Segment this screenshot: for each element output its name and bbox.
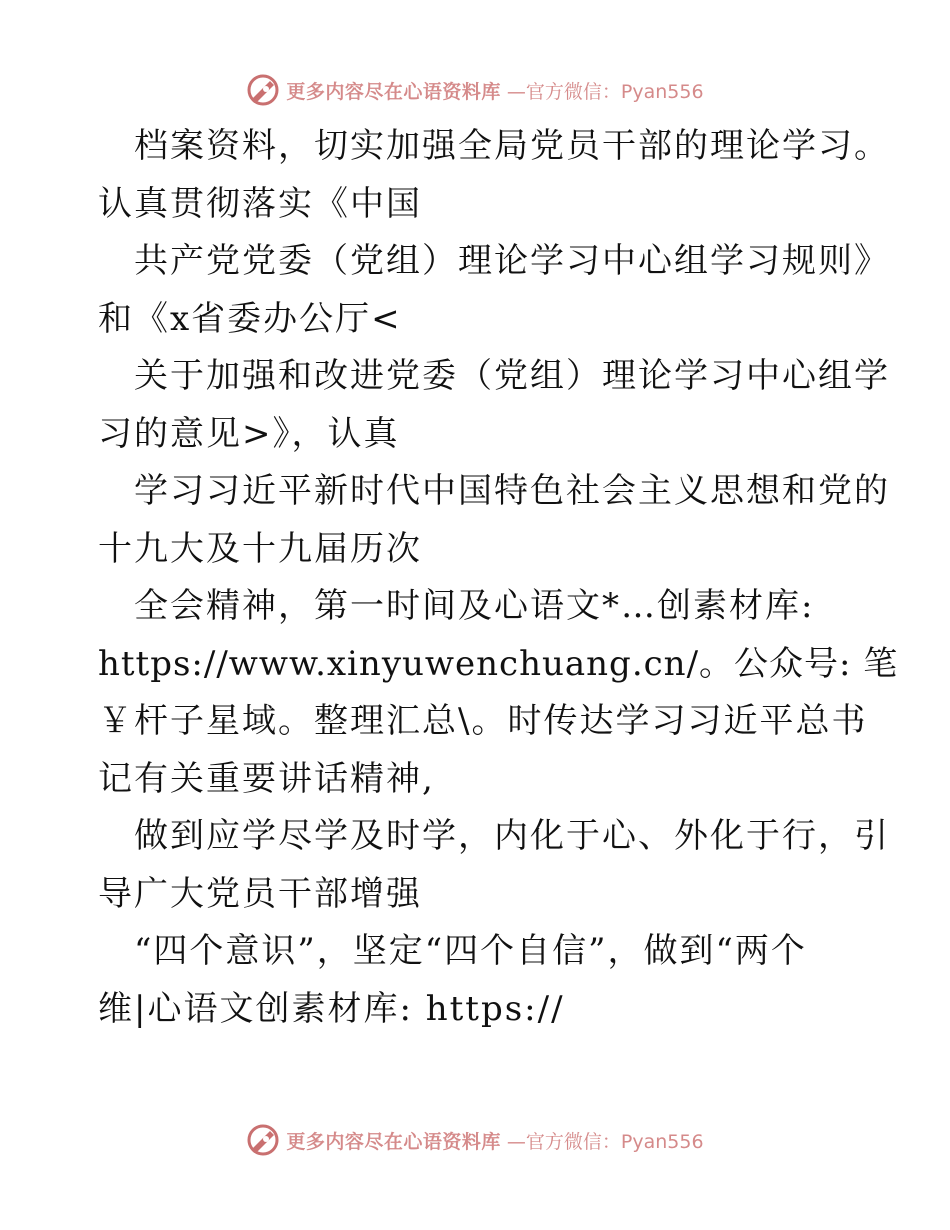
- footer-watermark: [0, 1120, 950, 1160]
- pen-logo-icon: [246, 73, 280, 107]
- pen-logo-icon: [246, 1123, 280, 1157]
- watermark-official: —官方微信：Pyan556: [506, 80, 704, 103]
- watermark-brand: 更多内容尽在心语资料库: [286, 80, 501, 103]
- body-line: 全会精神，第一时间及心语文*…创素材库:: [134, 586, 815, 626]
- body-line: 共产党党委（党组）理论学习中心组学习规则》: [134, 241, 890, 281]
- watermark-brand: 更多内容尽在心语资料库: [286, 1130, 501, 1153]
- body-line: 做到应学尽学及时学，内化于心、外化于行，引: [134, 816, 890, 856]
- body-line: 习的意见>》，认真: [98, 413, 400, 454]
- body-line: 关于加强和改进党委（党组）理论学习中心组学: [134, 356, 890, 396]
- body-line: 认真贯彻落实《中国: [98, 183, 422, 224]
- body-line: 导广大党员干部增强: [98, 873, 422, 914]
- body-line: 记有关重要讲话精神,: [98, 758, 435, 799]
- body-line: 学习习近平新时代中国特色社会主义思想和党的: [134, 471, 890, 511]
- body-line: https://www.xinyuwenchuang.cn/。公众号: 笔: [98, 643, 899, 684]
- watermark-official: —官方微信：Pyan556: [506, 1130, 704, 1153]
- body-line: 和《x省委办公厅<: [98, 298, 402, 339]
- body-line: 档案资料，切实加强全局党员干部的理论学习。: [134, 126, 890, 166]
- body-line: 维|心语文创素材库: https://: [98, 988, 565, 1029]
- body-line: ￥杆子星域。整理汇总\。时传达学习习近平总书: [98, 701, 868, 741]
- header-watermark: [0, 70, 950, 110]
- body-line: “四个意识”，坚定“四个自信”，做到“两个: [134, 931, 807, 971]
- body-line: 十九大及十九届历次: [98, 528, 422, 569]
- document-body: [98, 118, 899, 1038]
